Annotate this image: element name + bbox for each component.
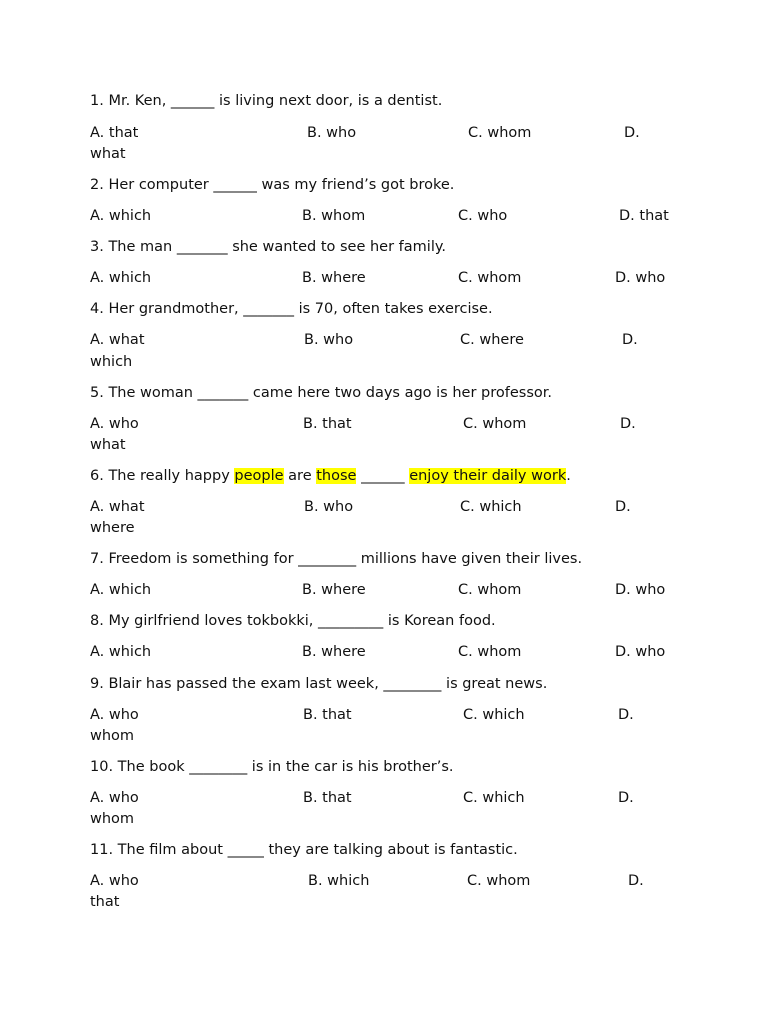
question-1-option-d: D. (624, 125, 640, 141)
question-9-option-b: B. that (303, 707, 352, 723)
question-6-option-d-text: where (90, 520, 135, 536)
question-2-option-b: B. whom (302, 208, 366, 224)
question-9-option-a: A. who (90, 707, 139, 723)
question-10-option-d-text: whom (90, 811, 135, 827)
highlighted-phrase-enjoy-work: enjoy their daily work (409, 468, 567, 484)
question-10-option-c: C. which (463, 790, 525, 806)
question-1-stem: 1. Mr. Ken, ______ is living next door, is a dentist. (90, 93, 443, 109)
question-7-option-a: A. which (90, 582, 152, 598)
highlighted-word-those: those (316, 468, 357, 484)
question-1-option-d-text: what (90, 146, 126, 162)
question-3-option-b: B. where (302, 270, 366, 286)
question-8-stem: 8. My girlfriend loves tokbokki, _________ is Korean food. (90, 613, 496, 629)
question-3-option-c: C. whom (458, 270, 522, 286)
question-6-option-a: A. what (90, 499, 145, 515)
question-5-option-b: B. that (303, 416, 352, 432)
question-4-option-d: D. (622, 332, 638, 348)
question-6-stem-part: 6. The really happy (90, 468, 235, 484)
question-4-option-b: B. who (304, 332, 354, 348)
question-10-stem: 10. The book ________ is in the car is his brother’s. (90, 759, 454, 775)
highlighted-word-people: people (234, 468, 284, 484)
question-4-stem: 4. Her grandmother, _______ is 70, often takes exercise. (90, 301, 493, 317)
question-3-option-a: A. which (90, 270, 152, 286)
question-10-option-a: A. who (90, 790, 139, 806)
question-6-option-d: D. (615, 499, 631, 515)
question-6-stem-part: . (566, 468, 571, 484)
question-8-option-d: D. who (615, 644, 666, 660)
question-7-stem: 7. Freedom is something for ________ millions have given their lives. (90, 551, 583, 567)
question-5-option-c: C. whom (463, 416, 527, 432)
question-11-option-d: D. (628, 873, 644, 889)
question-5-option-a: A. who (90, 416, 139, 432)
question-3-option-d: D. who (615, 270, 666, 286)
question-6-stem-part: ______ (356, 468, 410, 484)
question-9-option-d: D. (618, 707, 634, 723)
question-3-stem: 3. The man _______ she wanted to see her family. (90, 239, 446, 255)
question-11-option-b: B. which (308, 873, 370, 889)
question-9-option-c: C. which (463, 707, 525, 723)
question-4-option-d-text: which (90, 354, 133, 370)
question-1-option-c: C. whom (468, 125, 532, 141)
question-5-option-d-text: what (90, 437, 126, 453)
question-6-stem (90, 466, 571, 487)
question-9-option-d-text: whom (90, 728, 135, 744)
question-10-option-d: D. (618, 790, 634, 806)
question-6-option-b: B. who (304, 499, 354, 515)
question-2-stem: 2. Her computer ______ was my friend’s got broke. (90, 177, 455, 193)
question-1-option-a: A. that (90, 125, 139, 141)
question-7-option-d: D. who (615, 582, 666, 598)
question-6-stem-part: are (283, 468, 317, 484)
question-5-option-d: D. (620, 416, 636, 432)
question-6-option-c: C. which (460, 499, 522, 515)
question-10-option-b: B. that (303, 790, 352, 806)
question-4-option-c: C. where (460, 332, 524, 348)
question-1-option-b: B. who (307, 125, 357, 141)
question-2-option-d: D. that (619, 208, 669, 224)
question-7-option-c: C. whom (458, 582, 522, 598)
question-11-option-d-text: that (90, 894, 120, 910)
question-2-option-c: C. who (458, 208, 508, 224)
question-11-stem: 11. The film about _____ they are talking about is fantastic. (90, 842, 518, 858)
question-9-stem: 9. Blair has passed the exam last week, ________ is great news. (90, 676, 548, 692)
question-8-option-b: B. where (302, 644, 366, 660)
question-11-option-a: A. who (90, 873, 139, 889)
question-2-option-a: A. which (90, 208, 152, 224)
question-4-option-a: A. what (90, 332, 145, 348)
question-8-option-a: A. which (90, 644, 152, 660)
question-7-option-b: B. where (302, 582, 366, 598)
question-11-option-c: C. whom (467, 873, 531, 889)
question-5-stem: 5. The woman _______ came here two days ago is her professor. (90, 385, 552, 401)
question-8-option-c: C. whom (458, 644, 522, 660)
